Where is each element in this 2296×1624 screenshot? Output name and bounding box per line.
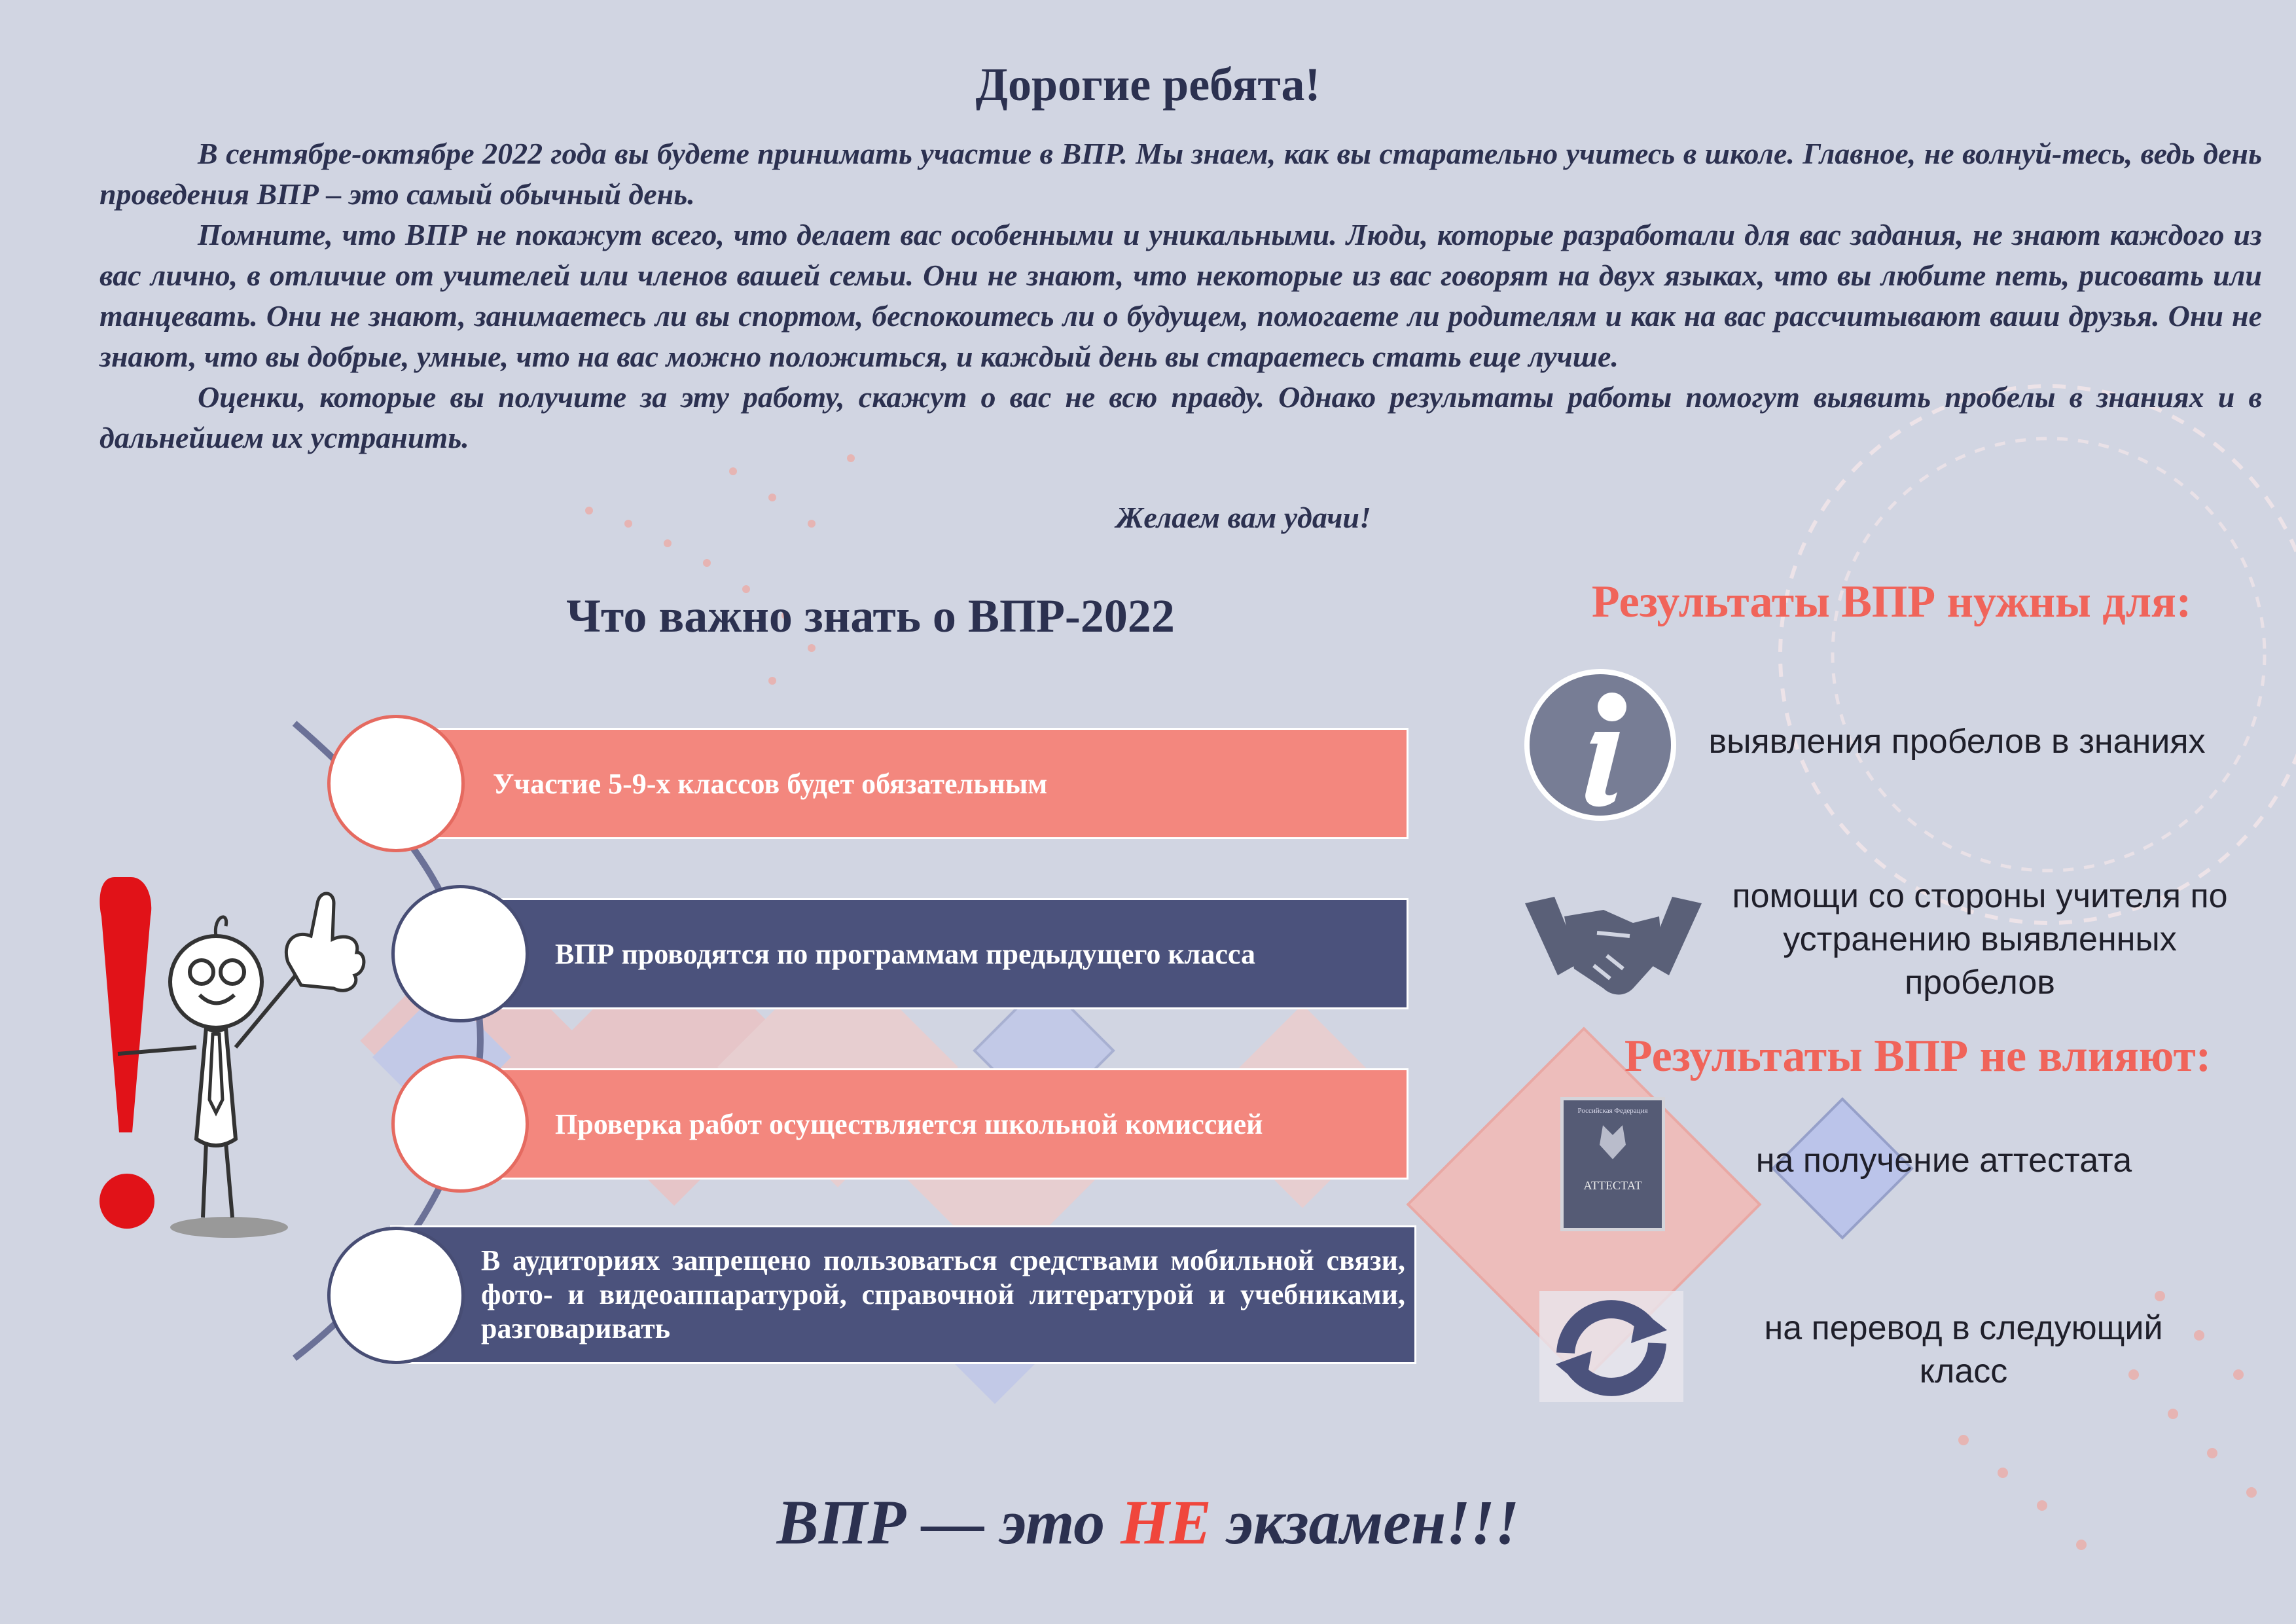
closing-wish: Желаем вам удачи! xyxy=(1116,501,1371,534)
exclamation-icon xyxy=(99,877,151,1132)
footer-text: экзамен!!! xyxy=(1211,1487,1520,1557)
needed-title: Результаты ВПР нужны для: xyxy=(1591,577,2192,627)
not-affect-item-text: на получение аттестата xyxy=(1755,1142,2132,1180)
letter-paragraph: В сентябре-октябре 2022 года вы будете принимать участие в ВПР. Мы знаем, как вы старательно учитесь в школе. Главное, не волнуй-тесь, ведь день проведения ВПР – это самый обычный день. xyxy=(99,137,2262,211)
bullet-circle xyxy=(327,715,465,852)
certificate-country: Российская Федерация xyxy=(1577,1107,1648,1115)
important-item-text: Проверка работ осуществляется школьной комиссией xyxy=(555,1108,1263,1140)
important-item xyxy=(399,728,1408,839)
emblem-icon xyxy=(1564,1119,1662,1164)
important-item-text: В аудиториях запрещено пользоваться средствами мобильной связи, фото- и видеоаппаратурой, справочной литературой и учебниками, разговаривать xyxy=(481,1244,1405,1344)
certificate-icon xyxy=(1560,1097,1665,1231)
footer-slogan xyxy=(0,1486,2296,1559)
certificate-label: АТТЕСТАТ xyxy=(1583,1179,1642,1192)
footer-text: ВПР — это xyxy=(776,1487,1121,1557)
bullet-circle xyxy=(391,1055,529,1193)
footer-highlight: НЕ xyxy=(1121,1487,1211,1557)
needed-item-text: помощи со стороны учителя по устранению выявленных пробелов xyxy=(1732,877,2228,1001)
letter-text xyxy=(99,134,2262,458)
bullet-circle xyxy=(327,1227,465,1364)
info-icon xyxy=(1522,666,1679,823)
important-item xyxy=(458,1068,1408,1180)
needed-item-text: выявления пробелов в знаниях xyxy=(1708,723,2206,761)
important-item-text: Участие 5-9-х классов будет обязательным xyxy=(493,767,1048,800)
not-affect-item-text: на перевод в следующий класс xyxy=(1764,1309,2163,1390)
important-item-text: ВПР проводятся по программам предыдущего класса xyxy=(555,937,1255,970)
letter-paragraph: Помните, что ВПР не покажут всего, что делает вас особенными и уникальными. Люди, которые разработали для вас задания, не знают каждого из вас лично, в отличие от учителей или членов вашей семьи. Они не знают, что некоторые из вас говорят на двух языках, что вы любите петь, рисовать или танцевать. Они не знают, занимаетесь ли вы спортом, беспокоитесь ли о будущем, помогаете ли родителям и как на вас рассчитывают ваши друзья. Они не знают, что вы добрые, умные, что на вас можно положиться, и каждый день вы стараетесь стать еще лучше. xyxy=(99,218,2262,373)
refresh-icon xyxy=(1539,1291,1683,1402)
important-item xyxy=(390,1225,1416,1364)
bullet-circle xyxy=(391,885,529,1022)
important-title: Что важно знать о ВПР-2022 xyxy=(566,590,1175,642)
letter-paragraph: Оценки, которые вы получите за эту работу, скажут о вас не всю правду. Однако результаты работы помогут выявить пробелы в знаниях и в дальнейшем их устранить. xyxy=(99,380,2262,454)
handshake-icon xyxy=(1518,884,1708,1001)
stick-figure-illustration xyxy=(85,864,373,1257)
important-item xyxy=(458,898,1408,1009)
page-title: Дорогие ребята! xyxy=(975,58,1321,111)
not-affect-title: Результаты ВПР не влияют: xyxy=(1624,1031,2212,1081)
